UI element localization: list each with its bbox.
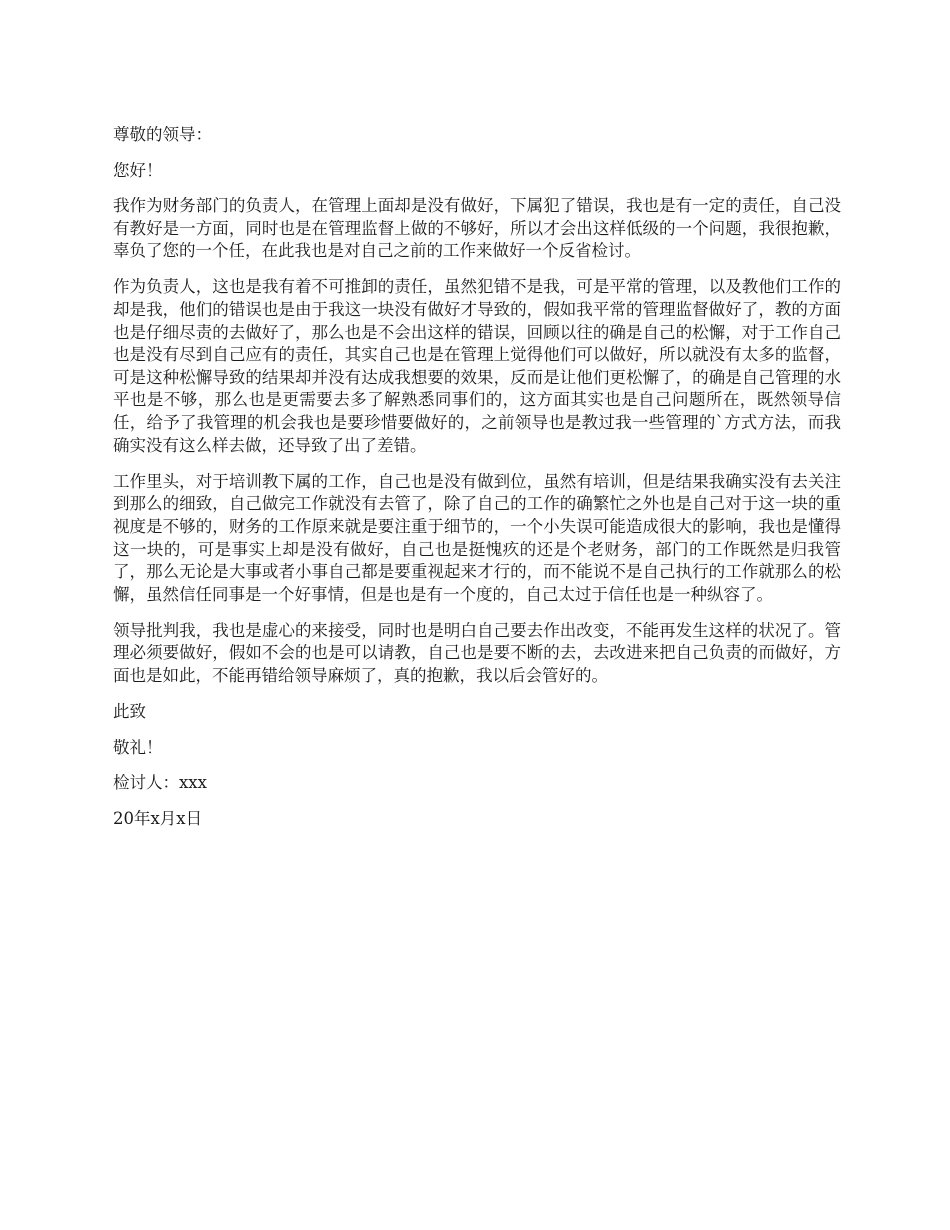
body-paragraph-2: 作为负责人，这也是我有着不可推卸的责任，虽然犯错不是我，可是平常的管理，以及教他们工作的却是我，他们的错误也是由于我这一块没有做好才导致的，假如我平常的管理监督做好了，教的方面也是仔细尽责的去做好了，那么也是不会出这样的错误，回顾以往的确是自己的松懈，对于工作自己也是没有尽到自己应有的责任，其实自己也是在管理上觉得他们可以做好，所以就没有太多的监督，可是这种松懈导致的结果却并没有达成我想要的效果，反而是让他们更松懈了，的确是自己管理的水平也是不够，那么也是更需要去多了解熟悉同事们的，这方面其实也是自己问题所在，既然领导信任，给予了我管理的机会我也是要珍惜要做好的，之前领导也是教过我一些管理的`方式方法，而我确实没有这么样去做，还导致了出了差错。 (113, 277, 841, 455)
body-paragraph-4: 领导批判我，我也是虚心的来接受，同时也是明白自己要去作出改变，不能再发生这样的状况了。管理必须要做好，假如不会的也是可以请教，自己也是要不断的去，去改进来把自己负责的而做好，方面也是如此，不能再错给领导麻烦了，真的抱歉，我以后会管好的。 (113, 620, 841, 685)
closing-salute: 敬礼！ (113, 737, 163, 757)
salutation: 尊敬的领导： (113, 125, 212, 144)
closing-line: 此致 (113, 702, 146, 722)
date-line: 20年x月x日 (113, 808, 203, 828)
signature: 检讨人：xxx (113, 773, 207, 793)
letter-document (113, 124, 841, 843)
body-paragraph-1: 我作为财务部门的负责人，在管理上面却是没有做好，下属犯了错误，我也是有一定的责任，自己没有教好是一方面，同时也是在管理监督上做的不够好，所以才会出这样低级的一个问题，我很抱歉，辜负了您的一个任，在此我也是对自己之前的工作来做好一个反省检讨。 (113, 196, 841, 261)
greeting: 您好！ (113, 160, 163, 180)
body-paragraph-3: 工作里头，对于培训教下属的工作，自己也是没有做到位，虽然有培训，但是结果我确实没有去关注到那么的细致，自己做完工作就没有去管了，除了自己的工作的确繁忙之外也是自己对于这一块的重视度是不够的，财务的工作原来就是要注重于细节的，一个小失误可能造成很大的影响，我也是懂得这一块的，可是事实上却是没有做好，自己也是挺愧疚的还是个老财务，部门的工作既然是归我管了，那么无论是大事或者小事自己都是要重视起来才行的，而不能说不是自己执行的工作就那么的松懈，虽然信任同事是一个好事情，但是也是有一个度的，自己太过于信任也是一种纵容了。 (113, 471, 841, 604)
